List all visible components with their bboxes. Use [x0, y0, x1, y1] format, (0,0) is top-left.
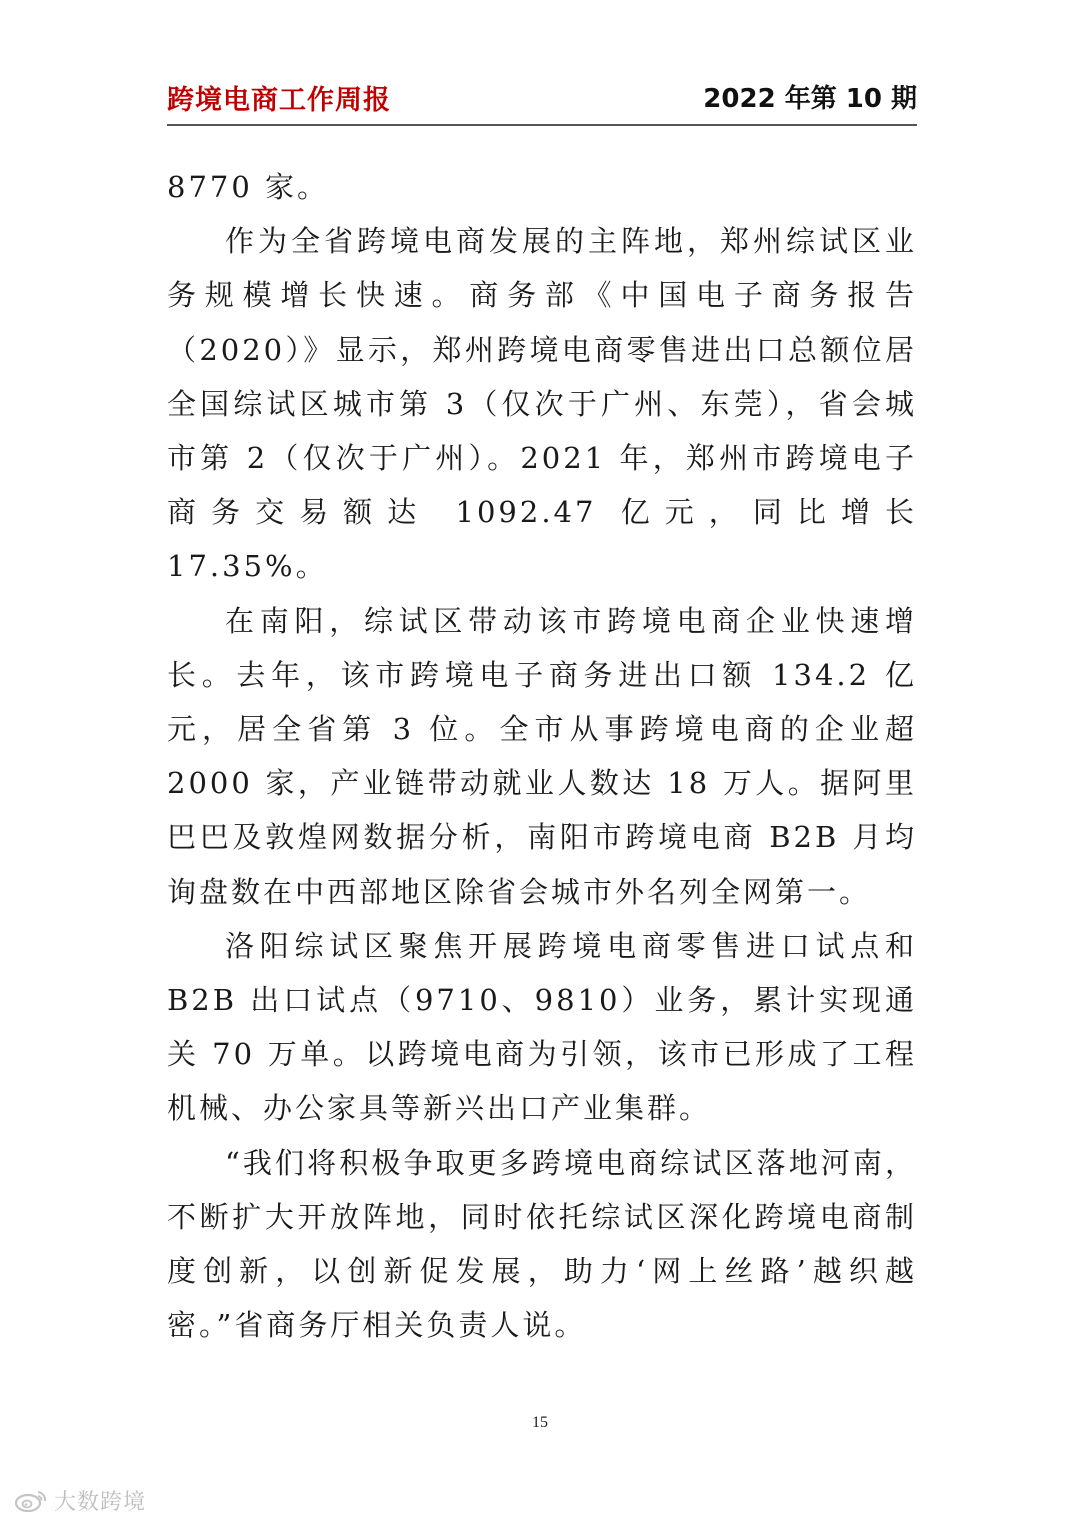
paragraph-zhengzhou: 作为全省跨境电商发展的主阵地，郑州综试区业务规模增长快速。商务部《中国电子商务报告（2020）》显示，郑州跨境电商零售进出口总额位居全国综试区城市第 3（仅次于广州、东莞），省会城市第 2（仅次于广州）。2021 年，郑州市跨境电子商务交易额达 1092.47 亿元，同比增长 17.35%。 — [167, 224, 917, 584]
header-divider — [167, 124, 917, 126]
page-number: 15 — [532, 1414, 548, 1431]
paragraph-nanyang: 在南阳，综试区带动该市跨境电商企业快速增长。去年，该市跨境电子商务进出口额 134.2 亿元，居全省第 3 位。全市从事跨境电商的企业超 2000 家，产业链带动就业人数达 18 万人。据阿里巴巴及敦煌网数据分析，南阳市跨境电商 B2B 月均询盘数在中西部地区除省会城市外名列全网第一。 — [167, 603, 917, 909]
paragraph-quote: “我们将积极争取更多跨境电商综试区落地河南，不断扩大开放阵地，同时依托综试区深化跨境电商制度创新，以创新促发展，助力‘网上丝路’越织越密。”省商务厅相关负责人说。 — [167, 1145, 917, 1343]
weibo-logo-icon — [14, 1488, 48, 1512]
header-title: 跨境电商工作周报 — [167, 85, 391, 116]
paragraph-luoyang: 洛阳综试区聚焦开展跨境电商零售进口试点和 B2B 出口试点（9710、9810）业务，累计实现通关 70 万单。以跨境电商为引领，该市已形成了工程机械、办公家具等新兴出口产业集群。 — [167, 928, 917, 1126]
watermark-text: 大数跨境 — [54, 1489, 147, 1515]
watermark — [14, 1486, 146, 1514]
article-body — [167, 160, 917, 1352]
page-header — [167, 76, 917, 116]
paragraph-continuation: 8770 家。 — [167, 170, 330, 204]
header-issue-number: 2022 年第 10 期 — [703, 84, 917, 114]
